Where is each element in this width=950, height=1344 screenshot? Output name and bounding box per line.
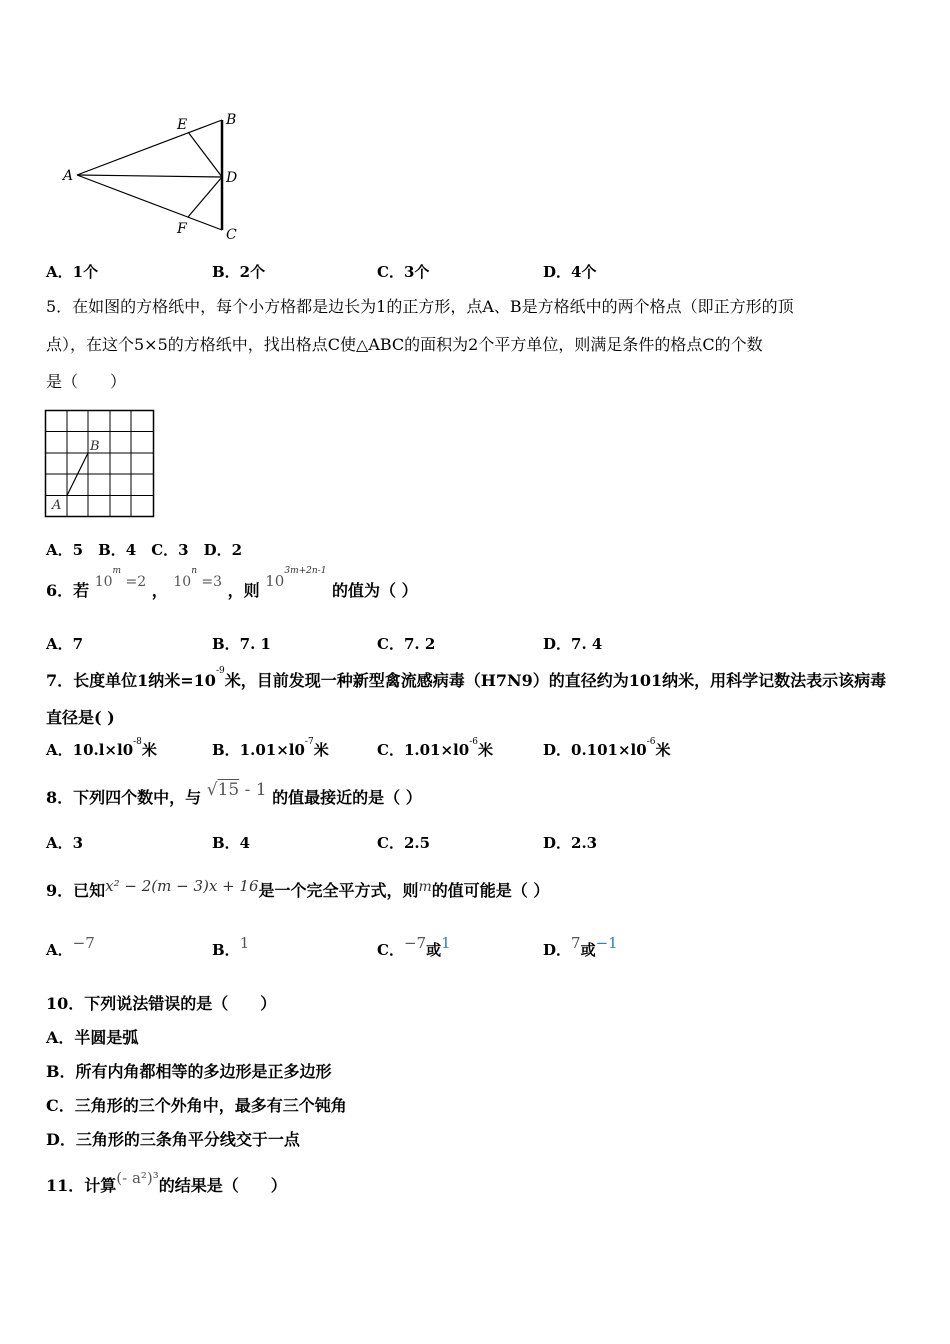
q6-option-b[interactable]: B．7. 1: [212, 635, 271, 653]
q7-option-c[interactable]: C．$1.01\times l0^{-6}$米: [377, 737, 493, 759]
q4-option-c[interactable]: C．3个: [377, 263, 430, 281]
q8-option-b[interactable]: B．4: [212, 834, 251, 852]
q6-stem: [46, 566, 418, 601]
q6-expr1: $10^m =2$: [94, 566, 147, 590]
q7-stem-line2: 直径是( ): [46, 708, 115, 727]
q8-option-d[interactable]: D．2.3: [543, 834, 598, 852]
q8-stem: 8．下列四个数中，与 √15 - 1 的值最接近的是（ ）: [46, 780, 422, 807]
q11-stem: 11．计算(- a²)³的结果是（ ）: [46, 1169, 287, 1195]
q9-option-c[interactable]: C．−7或1: [377, 934, 451, 959]
q5-stem-line1: 5．在如图的方格纸中，每个小方格都是边长为1的正方形，点A、B是方格纸中的两个格点（即正方形的顶: [46, 297, 794, 316]
label-f: F: [177, 221, 187, 237]
q9-option-b[interactable]: B．1: [212, 934, 250, 959]
label-d: D: [226, 170, 238, 186]
q9-expr: x² − 2(m − 3)x + 16: [105, 877, 259, 895]
label-b: B: [226, 112, 237, 128]
q6-option-a[interactable]: A．7: [46, 635, 84, 653]
q10-option-d[interactable]: D．三角形的三条角平分线交于一点: [46, 1130, 300, 1149]
q10-option-c[interactable]: C．三角形的三个外角中，最多有三个钝角: [46, 1096, 347, 1115]
q6-option-d[interactable]: D．7. 4: [543, 635, 603, 653]
q9-option-a[interactable]: A．−7: [46, 934, 95, 959]
grid-label-b: B: [90, 439, 100, 454]
segment-ed: [188, 132, 222, 177]
q6-expr3: $10^{3m+2n-1}$: [265, 566, 327, 590]
q7-option-a[interactable]: A．$10.l\times l0^{-8}$米: [46, 737, 157, 759]
q6-option-c[interactable]: C．7. 2: [377, 635, 436, 653]
grid-label-a: A: [52, 498, 62, 513]
q10-option-a[interactable]: A．半圆是弧: [46, 1028, 139, 1047]
label-c: C: [226, 227, 237, 243]
q9-stem: 9．已知x² − 2(m − 3)x + 16是一个完全平方式，则m的值可能是（ ）: [46, 877, 550, 900]
q11-expr: (- a²)³: [116, 1169, 159, 1187]
q6-prefix: 6．若: [46, 581, 90, 600]
triangle-figure-q4: [55, 105, 255, 250]
q4-option-d[interactable]: D．4个: [543, 263, 597, 281]
q4-option-a[interactable]: A．1个: [46, 263, 99, 281]
q7-option-b[interactable]: B．$1.01\times l0^{-7}$米: [212, 737, 329, 759]
q8-option-c[interactable]: C．2.5: [377, 834, 431, 852]
grid-figure-q5: [44, 409, 156, 519]
q6-expr2: $10^n =3$: [173, 566, 223, 590]
q9-var: m: [418, 879, 432, 895]
segment-ad: [77, 175, 222, 177]
q10-option-b[interactable]: B．所有内角都相等的多边形是正多边形: [46, 1062, 332, 1081]
q5-options[interactable]: A．5 B．4 C．3 D．2: [46, 541, 243, 559]
q8-option-a[interactable]: A．3: [46, 834, 84, 852]
q9-option-d[interactable]: D．7或−1: [543, 934, 618, 959]
q4-option-b[interactable]: B．2个: [212, 263, 266, 281]
q6-mid: ，则: [227, 581, 260, 600]
q7-option-d[interactable]: D．$0.101\times l0^{-6}$米: [543, 737, 671, 759]
q10-stem: 10．下列说法错误的是（ ）: [46, 994, 277, 1013]
q5-stem-line3: 是（ ）: [46, 372, 127, 391]
q7-stem-line1: 7．长度单位1纳米$=10^{-9}$米，目前发现一种新型禽流感病毒（H7N9）的直径约为101纳米，用科学记数法表示该病毒: [46, 666, 887, 690]
q8-expr: √15 - 1: [206, 780, 267, 800]
q6-comma: ，: [151, 581, 168, 600]
label-a: A: [63, 168, 74, 184]
label-e: E: [177, 117, 188, 133]
segment-fd: [188, 177, 222, 217]
q5-stem-line2: 点），在这个5×5的方格纸中，找出格点C使△ABC的面积为2个平方单位，则满足条件的格点C的个数: [46, 335, 763, 354]
q6-suffix: 的值为（ ）: [332, 581, 418, 600]
